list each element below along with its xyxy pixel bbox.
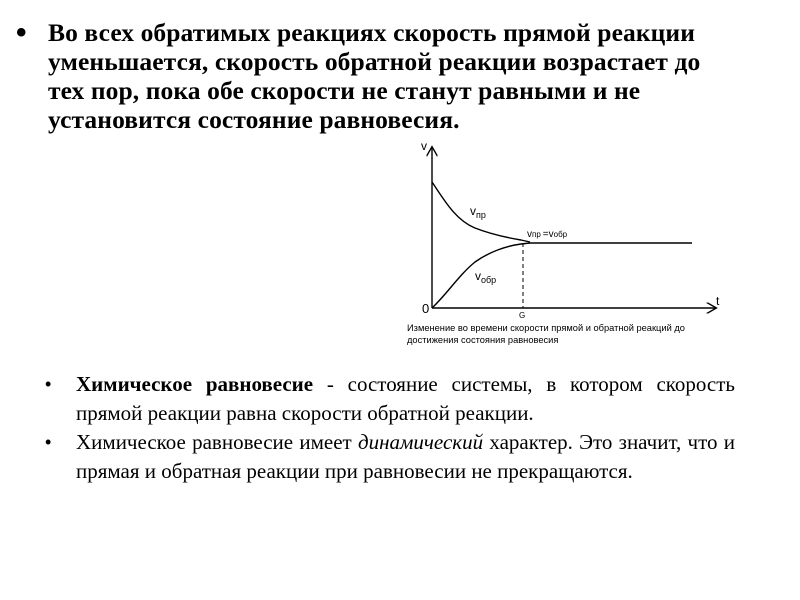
list-item-dynamic-nature — [45, 428, 735, 486]
y-axis-label: v — [421, 139, 427, 153]
bullet: • — [45, 432, 52, 452]
definition-rest: - состояние системы, в котором скорость прямой реакции равна скорости обратной реакции. — [76, 372, 736, 425]
bullet: • — [45, 374, 52, 394]
diagram-svg — [405, 136, 800, 356]
main-statement — [16, 18, 716, 134]
reverse-rate-label: $v_{обр}$ — [475, 269, 497, 285]
list-item-definition — [45, 370, 735, 428]
bullet: • — [16, 16, 27, 49]
rate-equilibrium-diagram — [405, 136, 800, 356]
definition-text — [76, 370, 735, 428]
x-axis-label: t — [716, 294, 720, 308]
definition-list — [45, 370, 735, 486]
origin-label: 0 — [422, 301, 430, 316]
equilibrium-time-label: G — [519, 311, 526, 320]
diagram-caption-line-2: достижения состояния равновесия — [407, 335, 559, 345]
text-before: Химическое равновесие имеет — [76, 430, 358, 454]
text-after: характер. Это значит, что и прямая и обратная реакции при равновесии не прекращаются. — [76, 430, 735, 483]
emphasis: динамический — [357, 430, 484, 454]
diagram-caption-line-1: Изменение во времени скорости прямой и обратной реакций до — [407, 323, 685, 333]
equal-rates-label: vпр =vобр — [527, 229, 568, 240]
term: Химическое равновесие — [76, 372, 314, 396]
forward-rate-label: $v_{пр}$ — [470, 204, 486, 220]
main-statement-text: Во всех обратимых реакциях скорость прямой реакции уменьшается, скорость обратной реакции возрастает до тех пор, пока обе скорости не станут равными и не установится состояние равновесия. — [48, 18, 701, 134]
dynamic-nature-text — [76, 428, 735, 486]
